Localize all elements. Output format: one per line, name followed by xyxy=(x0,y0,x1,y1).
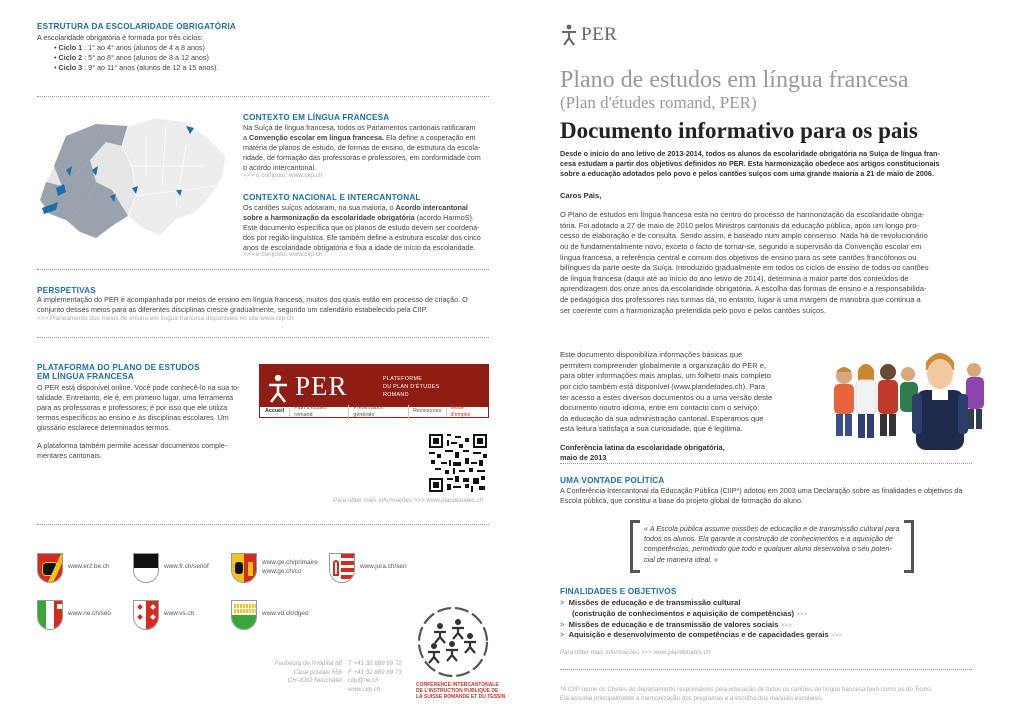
crest-neuchatel-icon xyxy=(37,600,63,630)
page-title: Plano de estudos em língua francesa xyxy=(560,67,909,93)
banner-logo-text: PER xyxy=(295,371,348,401)
quote-text: « A Escola pública assume missões de educação e de transmissão cultural para todos os alunos. Ela garante a construção de conhecimentos e a aquisição de competências, permitindo que todo e qualquer aluno desenvolva o seu poten- cial de maneira ideal. » xyxy=(644,524,900,564)
quote-bracket-left xyxy=(630,520,640,573)
finalidades-heading: FINALIDADES E OBJETIVOS xyxy=(560,587,677,596)
qr-code[interactable] xyxy=(429,434,487,492)
canton-url[interactable]: www.ge.ch/primaire www.ge.ch/co xyxy=(262,559,318,575)
address-block: Faubourg de l'Hôpital 68 Case postale 556 CH-2002 Neuchâtel xyxy=(274,660,342,685)
greeting: Caros Pais, xyxy=(560,191,602,200)
body-paragraph: O Plano de estudos em língua francesa está no centro do processo de harmonização da escolaridade obriga- tória. Foi adotado a 27 de maio de 2010 pelos Ministros cantonais da educação pública, após um longo pro- cesso de elaboração e de consulta. Sendo assim, é baseado num amplo consenso. Nada há de revolucionário ou de fundamentalmente novo, exceto o facto de tornar-se, segundo a supervisão da Convenção escolar em língua francesa, a referência central e comum dos objetivos de ensino para os sete cantões francófonos ou bilíngues da parte oeste da Suíça. Introduzido gradualmente em todos os ciclos de ensino de todos os cantões de língua francesa (daqui até ao início do ano letivo de 2014), determina a maior parte dos conteúdos de aprendizagem dos onze anos da escolaridade obrigatória. A escolha das formas de ensino e a responsabilida- de pedagógica dos professores nas turmas dá, no entanto, lugar a uma margem de manobra que continua a ser coerente com a harmonização pretendida pelo povo e pelos cantões suíços. xyxy=(560,210,929,315)
switzerland-map xyxy=(36,116,232,246)
lead-paragraph: Desde o início do ano letivo de 2013-2014, todos os alunos da escolaridade obrigatória na Suíça de língua fran- cesa estudam a partir dos objetivos definidos no PER. Esta harmonização obedece aos artigos constitucionais sobre a educação adotados pelo povo e pelos cantões suíços com uma grande maioria a 21 de maio de 2006. xyxy=(560,149,940,179)
contexto-lf-heading: CONTEXTO EM LÍNGUA FRANCESA xyxy=(243,113,390,122)
finalidades-link[interactable]: Para obter mais informações >>> www.plandetudes.ch xyxy=(560,649,711,656)
plataforma-link[interactable]: Para obter mais informações >>> www.plandetudes.ch xyxy=(333,497,484,504)
list-item: > Aquisição e desenvolvimento de competências e de capacidades gerais >>> xyxy=(560,630,842,640)
canton-url[interactable]: www.jura.ch/sen xyxy=(360,563,407,570)
perspetivas-heading: PERSPETIVAS xyxy=(37,286,96,295)
per-figure-icon xyxy=(267,374,289,404)
contexto-ni-text: Os cantões suíços adotaram, na sua maioria, o Acordo intercantonal sobre a harmonização da escolaridade obrigatória (acordo HarmoS). Este documento específica que os planos de estudo devem ser coordena- dos por região linguística. Ele também define a estrutura escolar dos cinco anos de escolaridade obrigatória e fixa a idade de início da escolaridade. xyxy=(243,203,481,252)
contexto-ni-heading: CONTEXTO NACIONAL E INTERCANTONAL xyxy=(243,193,421,202)
ciip-org-name: CONFÉRENCE INTERCANTONALE DE L'INSTRUCTION PUBLIQUE DE LA SUISSE ROMANDE ET DU TESSIN xyxy=(416,682,506,700)
perspetivas-text: A implementação do PER é acompanhada por meios de ensino em língua francesa, muitos dos quais estão em processo de criação. O conjunto desses meios para as diferentes disciplinas cresce gradualmente, segundo um calendário estabelecido pela CIIP. xyxy=(37,295,468,314)
divider xyxy=(560,669,972,670)
divider xyxy=(37,269,489,270)
divider xyxy=(37,337,489,338)
crest-valais-icon xyxy=(133,600,159,630)
per-logo-text: PER xyxy=(581,24,618,45)
perspetivas-link[interactable]: >>> Planeamento dos meios de ensino em língua francesa disponíveis no site www.ciip.ch xyxy=(37,315,294,322)
vontade-text: A Conferência Intercantonal da Educação Pública (CIIP*) adotou em 2003 uma Declaração sobre as finalidades e objetivos da Escola pública, que constitui a base do projeto global de formação do aluno. xyxy=(560,486,963,505)
canton-url[interactable]: www.fr.ch/senof xyxy=(164,563,209,570)
contexto-lf-link[interactable]: >>> o conjunto: www.ciip.ch xyxy=(243,172,323,179)
list-item: > Missões de educação e de transmissão cultural xyxy=(560,598,741,607)
cycle-item: • Ciclo 1 : 1° ao 4° anos (alunos de 4 a 8 anos) xyxy=(54,43,205,52)
list-item: > Missões de educação e de transmissão de valores sociais >>> xyxy=(560,619,792,629)
page-subtitle: (Plan d'études romand, PER) xyxy=(560,93,757,112)
divider xyxy=(37,524,489,525)
crest-jura-icon xyxy=(329,553,355,583)
crest-bern-icon xyxy=(37,553,63,583)
estrutura-heading: ESTRUTURA DA ESCOLARIDADE OBRIGATÓRIA xyxy=(37,22,237,31)
cycle-item: • Ciclo 2 : 5° ao 8° anos (alunos de 8 a 12 anos) xyxy=(54,53,209,62)
cycle-item: • Ciclo 3 : 9° ao 11° anos (alunos de 12 a 15 anos). xyxy=(54,63,219,72)
ciip-logo-icon xyxy=(414,604,492,680)
divider xyxy=(37,96,489,97)
canton-url[interactable]: www.vd.ch/dgeo xyxy=(262,610,309,617)
quote-bracket-right xyxy=(904,520,914,573)
tab-presentation[interactable]: Présentation générale xyxy=(349,405,409,420)
banner-tabs xyxy=(259,406,489,418)
tab-plan-etudes[interactable]: Plan d'études romand xyxy=(290,405,349,420)
per-figure-icon xyxy=(561,24,577,46)
crest-fribourg-icon xyxy=(133,553,159,583)
tab-accueil[interactable]: Accueil xyxy=(260,408,290,415)
contact-block: T +41 32 889 69 72 F +41 32 889 69 73 ciip@ne.ch www.ciip.ch xyxy=(348,660,402,694)
contexto-ni-link[interactable]: >>> o conjunto: www.ciip.ch xyxy=(243,251,323,258)
signature: Conferência latina da escolaridade obrigatória, maio de 2013 xyxy=(560,443,725,463)
body-paragraph-2: Este documento disponibiliza informações básicas que permitem compreender globalmente a organização do PER e, para obter informações mais amplas, um folheto mais completo por ciclo também está disponível (www.plandetudes.ch). Para ter acesso a estes diversos documentos ou a uma versão deste documento noutro idioma, entre em contacto com o serviço da educação da sua administração cantonal. Esperamos que esta leitura satisfaça a sua curiosidade, que é legítima. xyxy=(560,350,773,434)
footnote: *A CIIP reúne os Chefes de departamento responsáveis pela educação de todos os cantões de língua francesa bem como os do Ticino. Ela assume principalmente a harmonização dos programas e a escolha dos manuais escolares. xyxy=(560,686,933,702)
document-title: Documento informativo para os pais xyxy=(560,118,918,143)
tab-ressources[interactable]: Ressources xyxy=(409,408,446,415)
contexto-lf-text: Na Suíça de língua francesa, todos os Parlamentos cantonais ratificaram a Convenção escolar em língua francesa. Ela define a cooperação em matéria de planos de estudo, de formas de ensino, de estrutura da escola- ridade, de formação das professoras e professores, em conformidade com o acordo intercantonal. xyxy=(243,123,481,172)
vontade-heading: UMA VONTADE POLÍTICA xyxy=(560,476,665,485)
list-item: (construção de conhecimentos e aquisição de competências) >>> xyxy=(572,608,808,618)
canton-url[interactable]: www.ne.ch/seo xyxy=(68,610,111,617)
children-photo xyxy=(808,342,992,450)
plataforma-heading: PLATAFORMA DO PLANO DE ESTUDOS EM LÍNGUA FRANCESA xyxy=(37,363,200,382)
crest-vaud-icon xyxy=(231,600,257,630)
finalidades-list xyxy=(560,598,842,641)
estrutura-intro: A escolaridade obrigatória é formada por três ciclos: xyxy=(37,33,203,42)
canton-url[interactable]: www.vs.ch xyxy=(164,610,195,617)
divider xyxy=(560,463,972,464)
tab-mode-emploi[interactable]: Mode d'emploi xyxy=(450,404,471,418)
plataforma-text: O PER está disponível online. Você pode conhecê-lo na sua to- talidade. Entretanto, ele é, em primeiro lugar, uma ferramenta para as professoras e professores; é por isso que ele utiliza termos específicos ao ensino e às disciplinas escolares. Um glossário esclarece determinados termos. A plataforma também permite acessar documentos comple- mentares cantonais. xyxy=(37,383,240,460)
canton-url[interactable]: www.erz.be.ch xyxy=(68,563,110,570)
banner-side-text: PLATEFORME DU PLAN D'ÉTUDES ROMAND xyxy=(383,376,440,398)
crest-geneve-icon xyxy=(231,553,257,583)
